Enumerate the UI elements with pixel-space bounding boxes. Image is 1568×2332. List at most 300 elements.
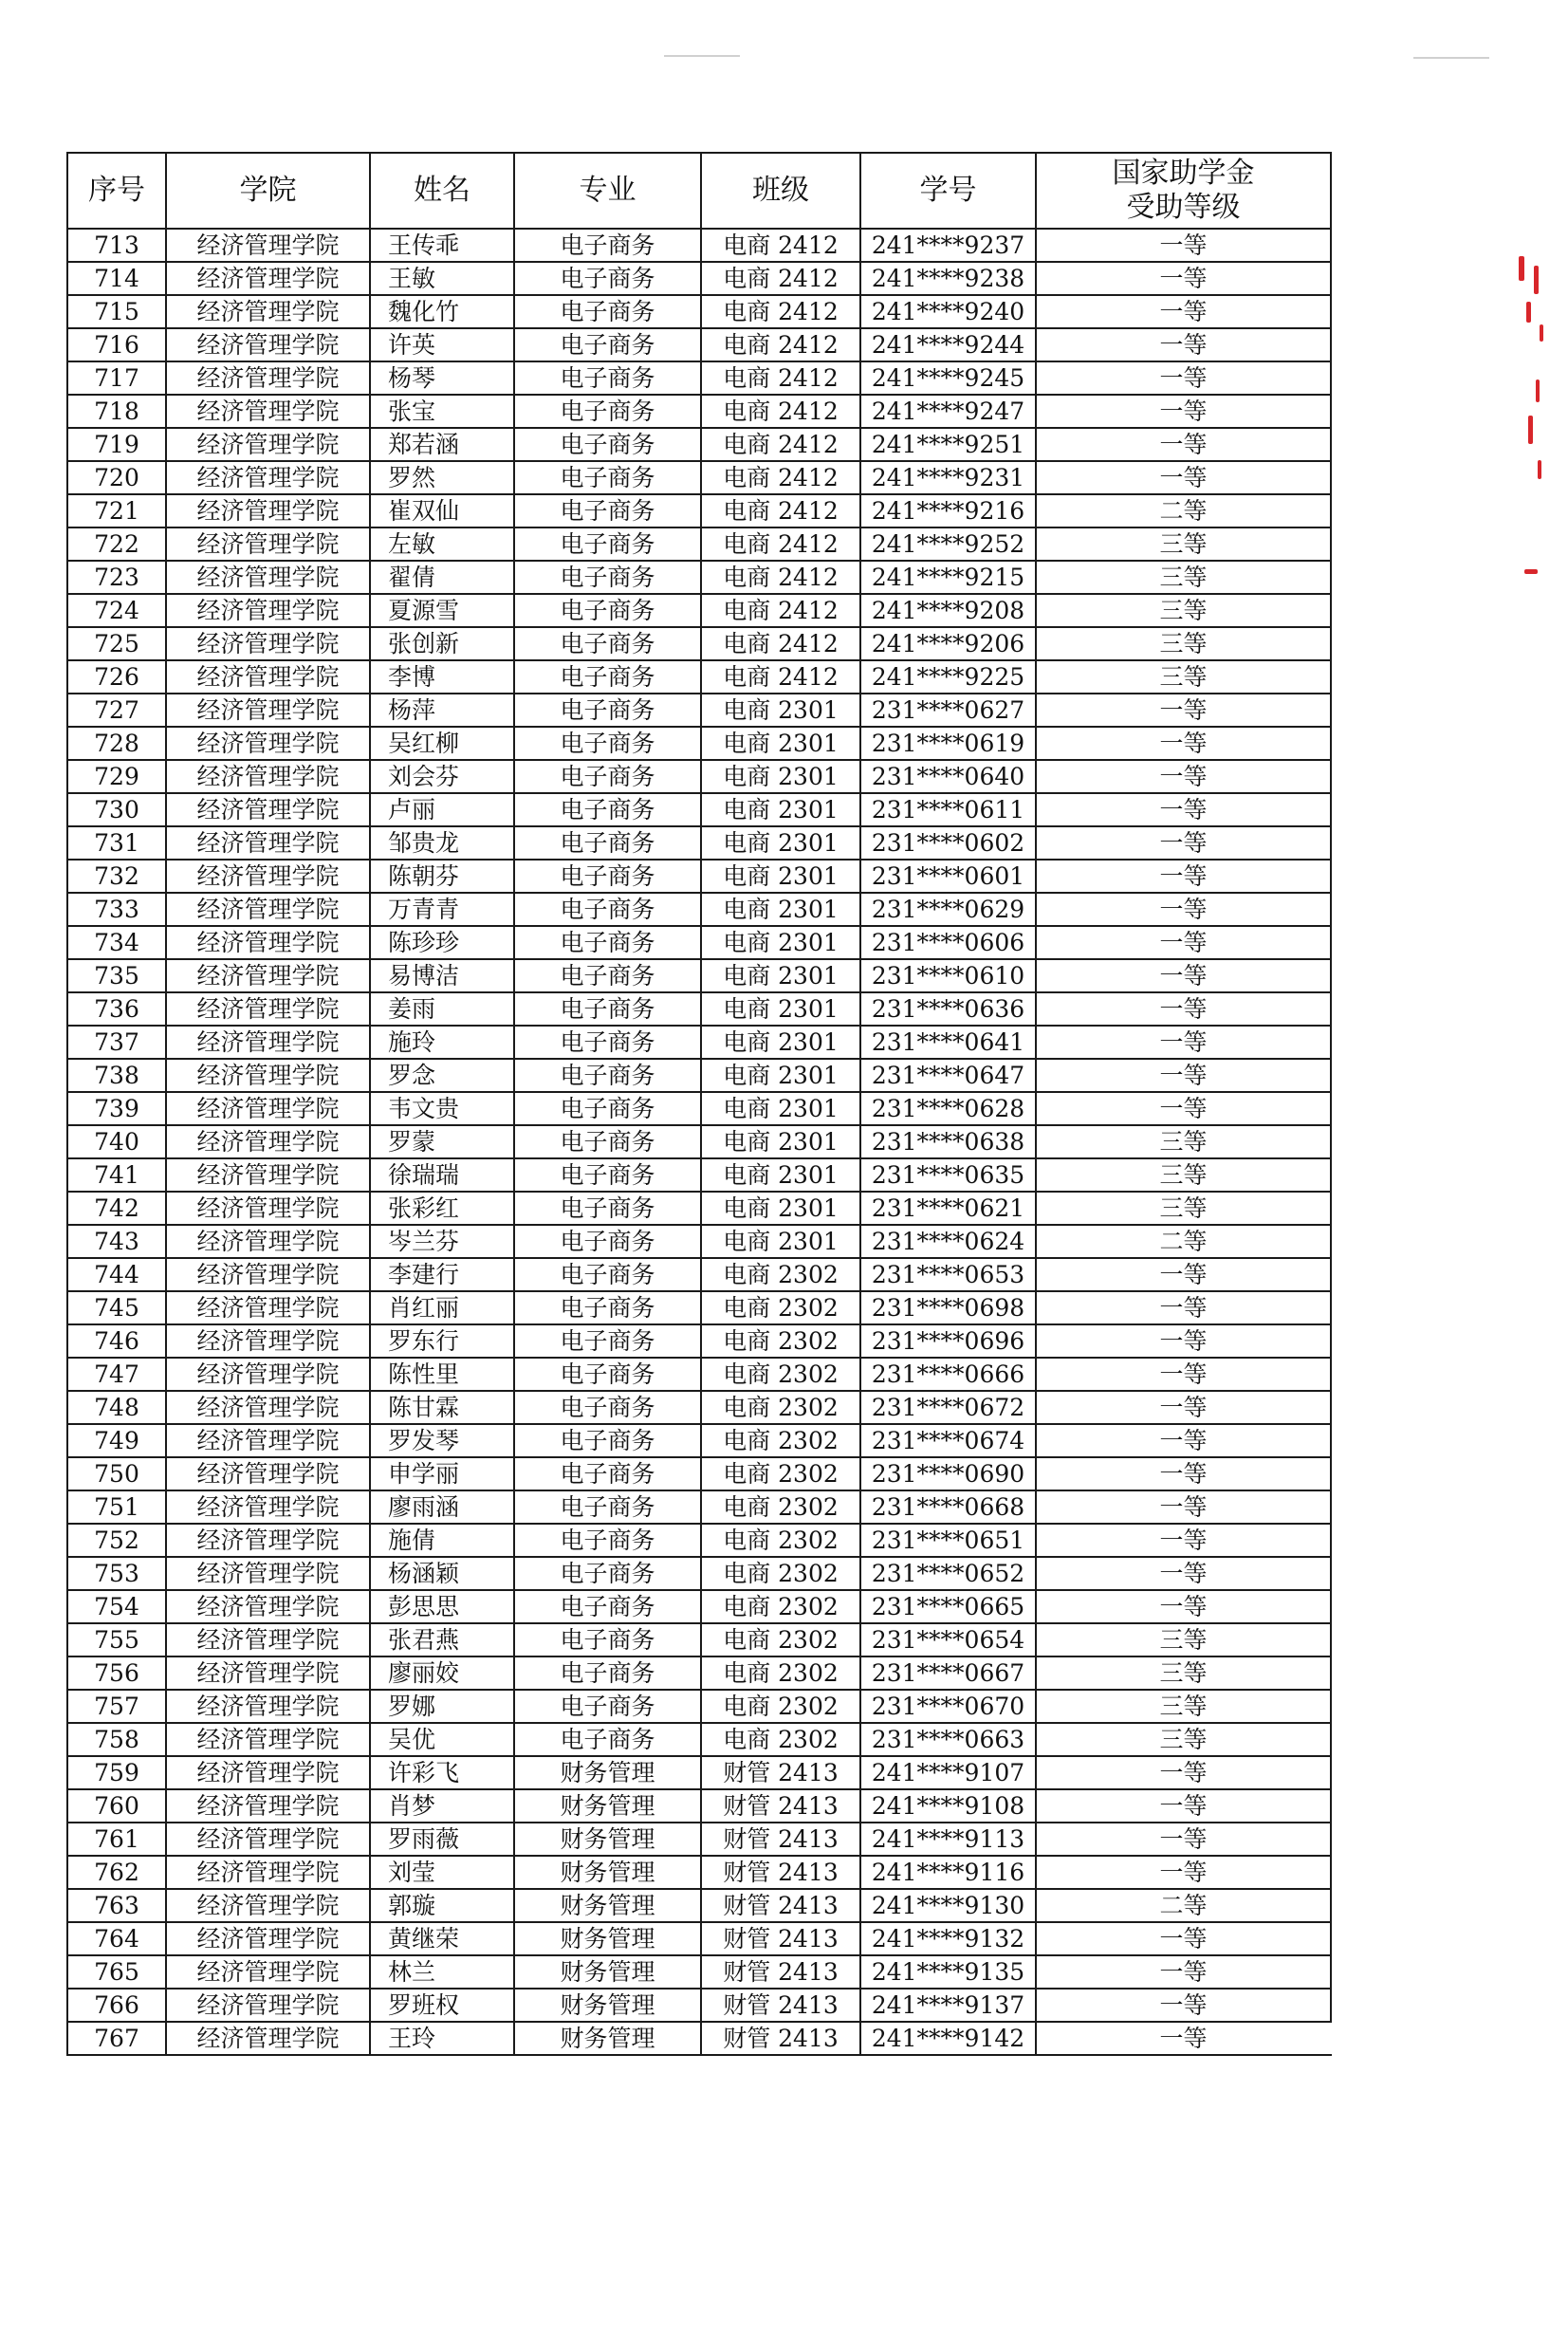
row-major: 电子商务 — [514, 1125, 701, 1158]
row-no: 728 — [67, 727, 166, 760]
row-student-id: 231****0672 — [860, 1391, 1036, 1424]
row-class: 电商 2412 — [701, 461, 860, 494]
row-major: 电子商务 — [514, 727, 701, 760]
row-student-id: 231****0629 — [860, 893, 1036, 926]
row-class: 电商 2301 — [701, 1092, 860, 1125]
row-student-id: 231****0624 — [860, 1225, 1036, 1258]
row-college: 经济管理学院 — [166, 1324, 370, 1358]
row-name: 廖雨涵 — [370, 1490, 514, 1524]
row-no: 745 — [67, 1291, 166, 1324]
row-class: 财管 2413 — [701, 1955, 860, 1989]
row-student-id: 241****9113 — [860, 1823, 1036, 1856]
table-row — [67, 660, 1331, 694]
row-name: 郑若涵 — [370, 428, 514, 461]
row-college: 经济管理学院 — [166, 760, 370, 793]
row-student-id: 241****9240 — [860, 295, 1036, 328]
scan-artifact-line — [1413, 57, 1489, 59]
row-aid-level: 一等 — [1036, 1324, 1331, 1358]
row-class: 电商 2302 — [701, 1690, 860, 1723]
table-row — [67, 1457, 1331, 1490]
row-no: 738 — [67, 1059, 166, 1092]
row-class: 电商 2301 — [701, 1059, 860, 1092]
row-aid-level: 一等 — [1036, 992, 1331, 1026]
row-no: 749 — [67, 1424, 166, 1457]
row-college: 经济管理学院 — [166, 1690, 370, 1723]
row-class: 电商 2302 — [701, 1424, 860, 1457]
row-no: 760 — [67, 1789, 166, 1823]
row-college: 经济管理学院 — [166, 328, 370, 361]
row-class: 电商 2302 — [701, 1324, 860, 1358]
table-row — [67, 395, 1331, 428]
table-row — [67, 727, 1331, 760]
row-no: 736 — [67, 992, 166, 1026]
row-no: 759 — [67, 1756, 166, 1789]
row-student-id: 231****0611 — [860, 793, 1036, 826]
row-no: 748 — [67, 1391, 166, 1424]
row-student-id: 231****0698 — [860, 1291, 1036, 1324]
table-row — [67, 959, 1331, 992]
row-name: 陈甘霖 — [370, 1391, 514, 1424]
table-row — [67, 1192, 1331, 1225]
row-class: 电商 2302 — [701, 1623, 860, 1656]
row-major: 电子商务 — [514, 1059, 701, 1092]
table-row — [67, 1856, 1331, 1889]
row-college: 经济管理学院 — [166, 527, 370, 561]
table-row — [67, 1059, 1331, 1092]
row-major: 电子商务 — [514, 262, 701, 295]
row-name: 姜雨 — [370, 992, 514, 1026]
row-student-id: 241****9208 — [860, 594, 1036, 627]
row-aid-level: 三等 — [1036, 627, 1331, 660]
row-no: 747 — [67, 1358, 166, 1391]
row-aid-level: 三等 — [1036, 1125, 1331, 1158]
table-row — [67, 1590, 1331, 1623]
row-aid-level: 一等 — [1036, 1922, 1331, 1955]
header-major: 专业 — [514, 153, 701, 229]
row-major: 财务管理 — [514, 1856, 701, 1889]
table-row — [67, 1026, 1331, 1059]
row-class: 电商 2412 — [701, 428, 860, 461]
row-college: 经济管理学院 — [166, 494, 370, 527]
table-row — [67, 361, 1331, 395]
table-row — [67, 1989, 1331, 2022]
table-row — [67, 1490, 1331, 1524]
row-college: 经济管理学院 — [166, 1656, 370, 1690]
row-aid-level: 一等 — [1036, 1092, 1331, 1125]
row-name: 罗班权 — [370, 1989, 514, 2022]
row-aid-level: 一等 — [1036, 2022, 1331, 2055]
row-name: 陈朝芬 — [370, 860, 514, 893]
row-class: 财管 2413 — [701, 1823, 860, 1856]
row-student-id: 241****9237 — [860, 229, 1036, 262]
row-aid-level: 三等 — [1036, 1690, 1331, 1723]
row-student-id: 241****9216 — [860, 494, 1036, 527]
row-no: 766 — [67, 1989, 166, 2022]
row-name: 李博 — [370, 660, 514, 694]
row-college: 经济管理学院 — [166, 395, 370, 428]
row-name: 张宝 — [370, 395, 514, 428]
red-stamp-fragment — [1513, 256, 1551, 598]
header-aid-level — [1036, 153, 1331, 229]
row-no: 727 — [67, 694, 166, 727]
row-major: 电子商务 — [514, 860, 701, 893]
row-college: 经济管理学院 — [166, 2022, 370, 2055]
table-row — [67, 992, 1331, 1026]
row-name: 万青青 — [370, 893, 514, 926]
row-name: 杨萍 — [370, 694, 514, 727]
row-class: 电商 2302 — [701, 1656, 860, 1690]
row-college: 经济管理学院 — [166, 1391, 370, 1424]
row-aid-level: 一等 — [1036, 860, 1331, 893]
header-class: 班级 — [701, 153, 860, 229]
row-name: 罗东行 — [370, 1324, 514, 1358]
row-college: 经济管理学院 — [166, 262, 370, 295]
row-college: 经济管理学院 — [166, 860, 370, 893]
row-class: 电商 2412 — [701, 660, 860, 694]
row-name: 罗蒙 — [370, 1125, 514, 1158]
row-college: 经济管理学院 — [166, 428, 370, 461]
row-aid-level: 一等 — [1036, 760, 1331, 793]
row-aid-level: 三等 — [1036, 1723, 1331, 1756]
row-class: 电商 2412 — [701, 395, 860, 428]
row-name: 左敏 — [370, 527, 514, 561]
row-student-id: 231****0663 — [860, 1723, 1036, 1756]
table-row — [67, 1656, 1331, 1690]
row-college: 经济管理学院 — [166, 594, 370, 627]
row-name: 许彩飞 — [370, 1756, 514, 1789]
row-name: 吴优 — [370, 1723, 514, 1756]
row-aid-level: 三等 — [1036, 1158, 1331, 1192]
row-aid-level: 三等 — [1036, 1623, 1331, 1656]
row-student-id: 241****9244 — [860, 328, 1036, 361]
row-major: 电子商务 — [514, 1590, 701, 1623]
row-class: 财管 2413 — [701, 1756, 860, 1789]
row-aid-level: 一等 — [1036, 1524, 1331, 1557]
row-no: 715 — [67, 295, 166, 328]
row-aid-level: 一等 — [1036, 1291, 1331, 1324]
row-major: 电子商务 — [514, 1158, 701, 1192]
row-name: 杨涵颖 — [370, 1557, 514, 1590]
row-student-id: 241****9135 — [860, 1955, 1036, 1989]
row-no: 752 — [67, 1524, 166, 1557]
row-class: 电商 2301 — [701, 727, 860, 760]
row-major: 电子商务 — [514, 1192, 701, 1225]
row-no: 764 — [67, 1922, 166, 1955]
row-no: 739 — [67, 1092, 166, 1125]
row-college: 经济管理学院 — [166, 1059, 370, 1092]
row-college: 经济管理学院 — [166, 1955, 370, 1989]
row-aid-level: 一等 — [1036, 1955, 1331, 1989]
row-college: 经济管理学院 — [166, 295, 370, 328]
row-major: 电子商务 — [514, 328, 701, 361]
row-major: 电子商务 — [514, 1690, 701, 1723]
row-aid-level: 一等 — [1036, 1590, 1331, 1623]
row-aid-level: 一等 — [1036, 1856, 1331, 1889]
row-student-id: 241****9107 — [860, 1756, 1036, 1789]
row-student-id: 241****9206 — [860, 627, 1036, 660]
row-aid-level: 一等 — [1036, 1989, 1331, 2022]
row-name: 张君燕 — [370, 1623, 514, 1656]
row-class: 电商 2412 — [701, 527, 860, 561]
row-college: 经济管理学院 — [166, 1457, 370, 1490]
row-name: 张创新 — [370, 627, 514, 660]
row-class: 电商 2302 — [701, 1490, 860, 1524]
row-class: 电商 2302 — [701, 1457, 860, 1490]
row-no: 731 — [67, 826, 166, 860]
row-major: 电子商务 — [514, 959, 701, 992]
row-student-id: 241****9251 — [860, 428, 1036, 461]
row-aid-level: 一等 — [1036, 1457, 1331, 1490]
row-aid-level: 一等 — [1036, 1756, 1331, 1789]
row-class: 电商 2412 — [701, 561, 860, 594]
row-class: 电商 2412 — [701, 594, 860, 627]
row-major: 电子商务 — [514, 1291, 701, 1324]
row-class: 电商 2302 — [701, 1723, 860, 1756]
row-aid-level: 一等 — [1036, 959, 1331, 992]
row-class: 电商 2301 — [701, 1192, 860, 1225]
header-student-id: 学号 — [860, 153, 1036, 229]
row-college: 经济管理学院 — [166, 1922, 370, 1955]
row-class: 电商 2301 — [701, 793, 860, 826]
grant-table — [66, 152, 1332, 2056]
table-row — [67, 1557, 1331, 1590]
row-major: 财务管理 — [514, 1955, 701, 1989]
row-major: 电子商务 — [514, 361, 701, 395]
row-college: 经济管理学院 — [166, 1125, 370, 1158]
row-no: 763 — [67, 1889, 166, 1922]
row-aid-level: 二等 — [1036, 1225, 1331, 1258]
row-major: 电子商务 — [514, 395, 701, 428]
row-name: 施玲 — [370, 1026, 514, 1059]
row-class: 电商 2302 — [701, 1590, 860, 1623]
row-name: 岑兰芬 — [370, 1225, 514, 1258]
row-no: 735 — [67, 959, 166, 992]
row-college: 经济管理学院 — [166, 461, 370, 494]
row-student-id: 241****9245 — [860, 361, 1036, 395]
row-name: 陈性里 — [370, 1358, 514, 1391]
row-no: 765 — [67, 1955, 166, 1989]
row-no: 713 — [67, 229, 166, 262]
row-aid-level: 二等 — [1036, 1889, 1331, 1922]
row-no: 734 — [67, 926, 166, 959]
row-major: 财务管理 — [514, 1922, 701, 1955]
row-no: 758 — [67, 1723, 166, 1756]
row-student-id: 231****0606 — [860, 926, 1036, 959]
row-college: 经济管理学院 — [166, 1823, 370, 1856]
row-name: 黄继荣 — [370, 1922, 514, 1955]
row-aid-level: 三等 — [1036, 527, 1331, 561]
table-row — [67, 760, 1331, 793]
row-student-id: 241****9225 — [860, 660, 1036, 694]
table-row — [67, 1225, 1331, 1258]
row-major: 财务管理 — [514, 1789, 701, 1823]
table-row — [67, 1955, 1331, 1989]
table-row — [67, 561, 1331, 594]
row-no: 724 — [67, 594, 166, 627]
table-row — [67, 1623, 1331, 1656]
row-major: 电子商务 — [514, 428, 701, 461]
row-student-id: 231****0696 — [860, 1324, 1036, 1358]
row-name: 许英 — [370, 328, 514, 361]
row-aid-level: 一等 — [1036, 328, 1331, 361]
row-name: 彭思思 — [370, 1590, 514, 1623]
row-class: 财管 2413 — [701, 1989, 860, 2022]
row-student-id: 231****0668 — [860, 1490, 1036, 1524]
row-student-id: 231****0602 — [860, 826, 1036, 860]
row-student-id: 231****0670 — [860, 1690, 1036, 1723]
table-row — [67, 1324, 1331, 1358]
header-aid-level-line2: 受助等级 — [1126, 191, 1241, 224]
row-college: 经济管理学院 — [166, 1557, 370, 1590]
row-aid-level: 一等 — [1036, 1026, 1331, 1059]
row-student-id: 241****9132 — [860, 1922, 1036, 1955]
row-major: 电子商务 — [514, 561, 701, 594]
row-major: 电子商务 — [514, 1324, 701, 1358]
row-college: 经济管理学院 — [166, 893, 370, 926]
table-row — [67, 1391, 1331, 1424]
row-student-id: 231****0635 — [860, 1158, 1036, 1192]
row-major: 电子商务 — [514, 1623, 701, 1656]
row-class: 财管 2413 — [701, 2022, 860, 2055]
row-college: 经济管理学院 — [166, 1358, 370, 1391]
row-class: 电商 2412 — [701, 295, 860, 328]
row-student-id: 241****9247 — [860, 395, 1036, 428]
table-row — [67, 793, 1331, 826]
table-row — [67, 1358, 1331, 1391]
row-name: 罗娜 — [370, 1690, 514, 1723]
row-name: 肖红丽 — [370, 1291, 514, 1324]
table-row — [67, 494, 1331, 527]
row-college: 经济管理学院 — [166, 1989, 370, 2022]
table-row — [67, 1889, 1331, 1922]
row-class: 电商 2301 — [701, 1125, 860, 1158]
row-major: 电子商务 — [514, 793, 701, 826]
row-major: 财务管理 — [514, 2022, 701, 2055]
row-major: 电子商务 — [514, 1092, 701, 1125]
row-student-id: 231****0628 — [860, 1092, 1036, 1125]
row-college: 经济管理学院 — [166, 1092, 370, 1125]
row-no: 744 — [67, 1258, 166, 1291]
row-name: 李建行 — [370, 1258, 514, 1291]
row-aid-level: 三等 — [1036, 594, 1331, 627]
row-aid-level: 一等 — [1036, 1557, 1331, 1590]
row-aid-level: 一等 — [1036, 1789, 1331, 1823]
table-row — [67, 594, 1331, 627]
row-major: 电子商务 — [514, 461, 701, 494]
row-aid-level: 二等 — [1036, 494, 1331, 527]
header-aid-level-line1: 国家助学金 — [1112, 157, 1255, 190]
row-major: 电子商务 — [514, 229, 701, 262]
row-student-id: 231****0647 — [860, 1059, 1036, 1092]
row-class: 电商 2301 — [701, 826, 860, 860]
row-no: 721 — [67, 494, 166, 527]
row-name: 崔双仙 — [370, 494, 514, 527]
row-college: 经济管理学院 — [166, 1524, 370, 1557]
row-aid-level: 一等 — [1036, 694, 1331, 727]
row-student-id: 241****9231 — [860, 461, 1036, 494]
table-row — [67, 1424, 1331, 1457]
row-college: 经济管理学院 — [166, 1026, 370, 1059]
row-aid-level: 一等 — [1036, 295, 1331, 328]
row-name: 夏源雪 — [370, 594, 514, 627]
row-name: 申学丽 — [370, 1457, 514, 1490]
row-student-id: 241****9215 — [860, 561, 1036, 594]
row-student-id: 231****0674 — [860, 1424, 1036, 1457]
row-student-id: 241****9137 — [860, 1989, 1036, 2022]
row-name: 罗然 — [370, 461, 514, 494]
row-student-id: 231****0665 — [860, 1590, 1036, 1623]
row-college: 经济管理学院 — [166, 727, 370, 760]
row-class: 财管 2413 — [701, 1856, 860, 1889]
row-college: 经济管理学院 — [166, 1291, 370, 1324]
row-student-id: 231****0601 — [860, 860, 1036, 893]
row-college: 经济管理学院 — [166, 1590, 370, 1623]
row-college: 经济管理学院 — [166, 1789, 370, 1823]
row-major: 电子商务 — [514, 826, 701, 860]
row-major: 电子商务 — [514, 594, 701, 627]
row-student-id: 241****9108 — [860, 1789, 1036, 1823]
row-aid-level: 一等 — [1036, 1258, 1331, 1291]
row-no: 767 — [67, 2022, 166, 2055]
row-class: 电商 2301 — [701, 760, 860, 793]
scan-artifact-line — [664, 55, 740, 57]
row-class: 电商 2412 — [701, 328, 860, 361]
row-class: 电商 2302 — [701, 1391, 860, 1424]
row-no: 722 — [67, 527, 166, 561]
row-name: 邹贵龙 — [370, 826, 514, 860]
row-college: 经济管理学院 — [166, 793, 370, 826]
row-no: 757 — [67, 1690, 166, 1723]
row-aid-level: 一等 — [1036, 1490, 1331, 1524]
table-row — [67, 826, 1331, 860]
row-name: 卢丽 — [370, 793, 514, 826]
row-major: 电子商务 — [514, 627, 701, 660]
row-name: 罗发琴 — [370, 1424, 514, 1457]
table-row — [67, 1125, 1331, 1158]
row-no: 716 — [67, 328, 166, 361]
row-aid-level: 一等 — [1036, 826, 1331, 860]
row-student-id: 241****9252 — [860, 527, 1036, 561]
row-name: 肖梦 — [370, 1789, 514, 1823]
table-row — [67, 461, 1331, 494]
row-name: 罗雨薇 — [370, 1823, 514, 1856]
row-no: 732 — [67, 860, 166, 893]
row-student-id: 231****0610 — [860, 959, 1036, 992]
row-major: 财务管理 — [514, 1989, 701, 2022]
table-row — [67, 1291, 1331, 1324]
row-class: 电商 2412 — [701, 627, 860, 660]
table-row — [67, 1690, 1331, 1723]
row-college: 经济管理学院 — [166, 694, 370, 727]
row-class: 电商 2302 — [701, 1358, 860, 1391]
row-name: 王传乖 — [370, 229, 514, 262]
row-no: 754 — [67, 1590, 166, 1623]
row-no: 742 — [67, 1192, 166, 1225]
table-row — [67, 527, 1331, 561]
table-row — [67, 1823, 1331, 1856]
row-student-id: 231****0627 — [860, 694, 1036, 727]
row-no: 726 — [67, 660, 166, 694]
header-college: 学院 — [166, 153, 370, 229]
row-no: 717 — [67, 361, 166, 395]
header-row — [67, 153, 1331, 229]
row-class: 电商 2301 — [701, 860, 860, 893]
row-name: 杨琴 — [370, 361, 514, 395]
row-no: 718 — [67, 395, 166, 428]
row-no: 762 — [67, 1856, 166, 1889]
table-row — [67, 262, 1331, 295]
row-major: 电子商务 — [514, 1457, 701, 1490]
